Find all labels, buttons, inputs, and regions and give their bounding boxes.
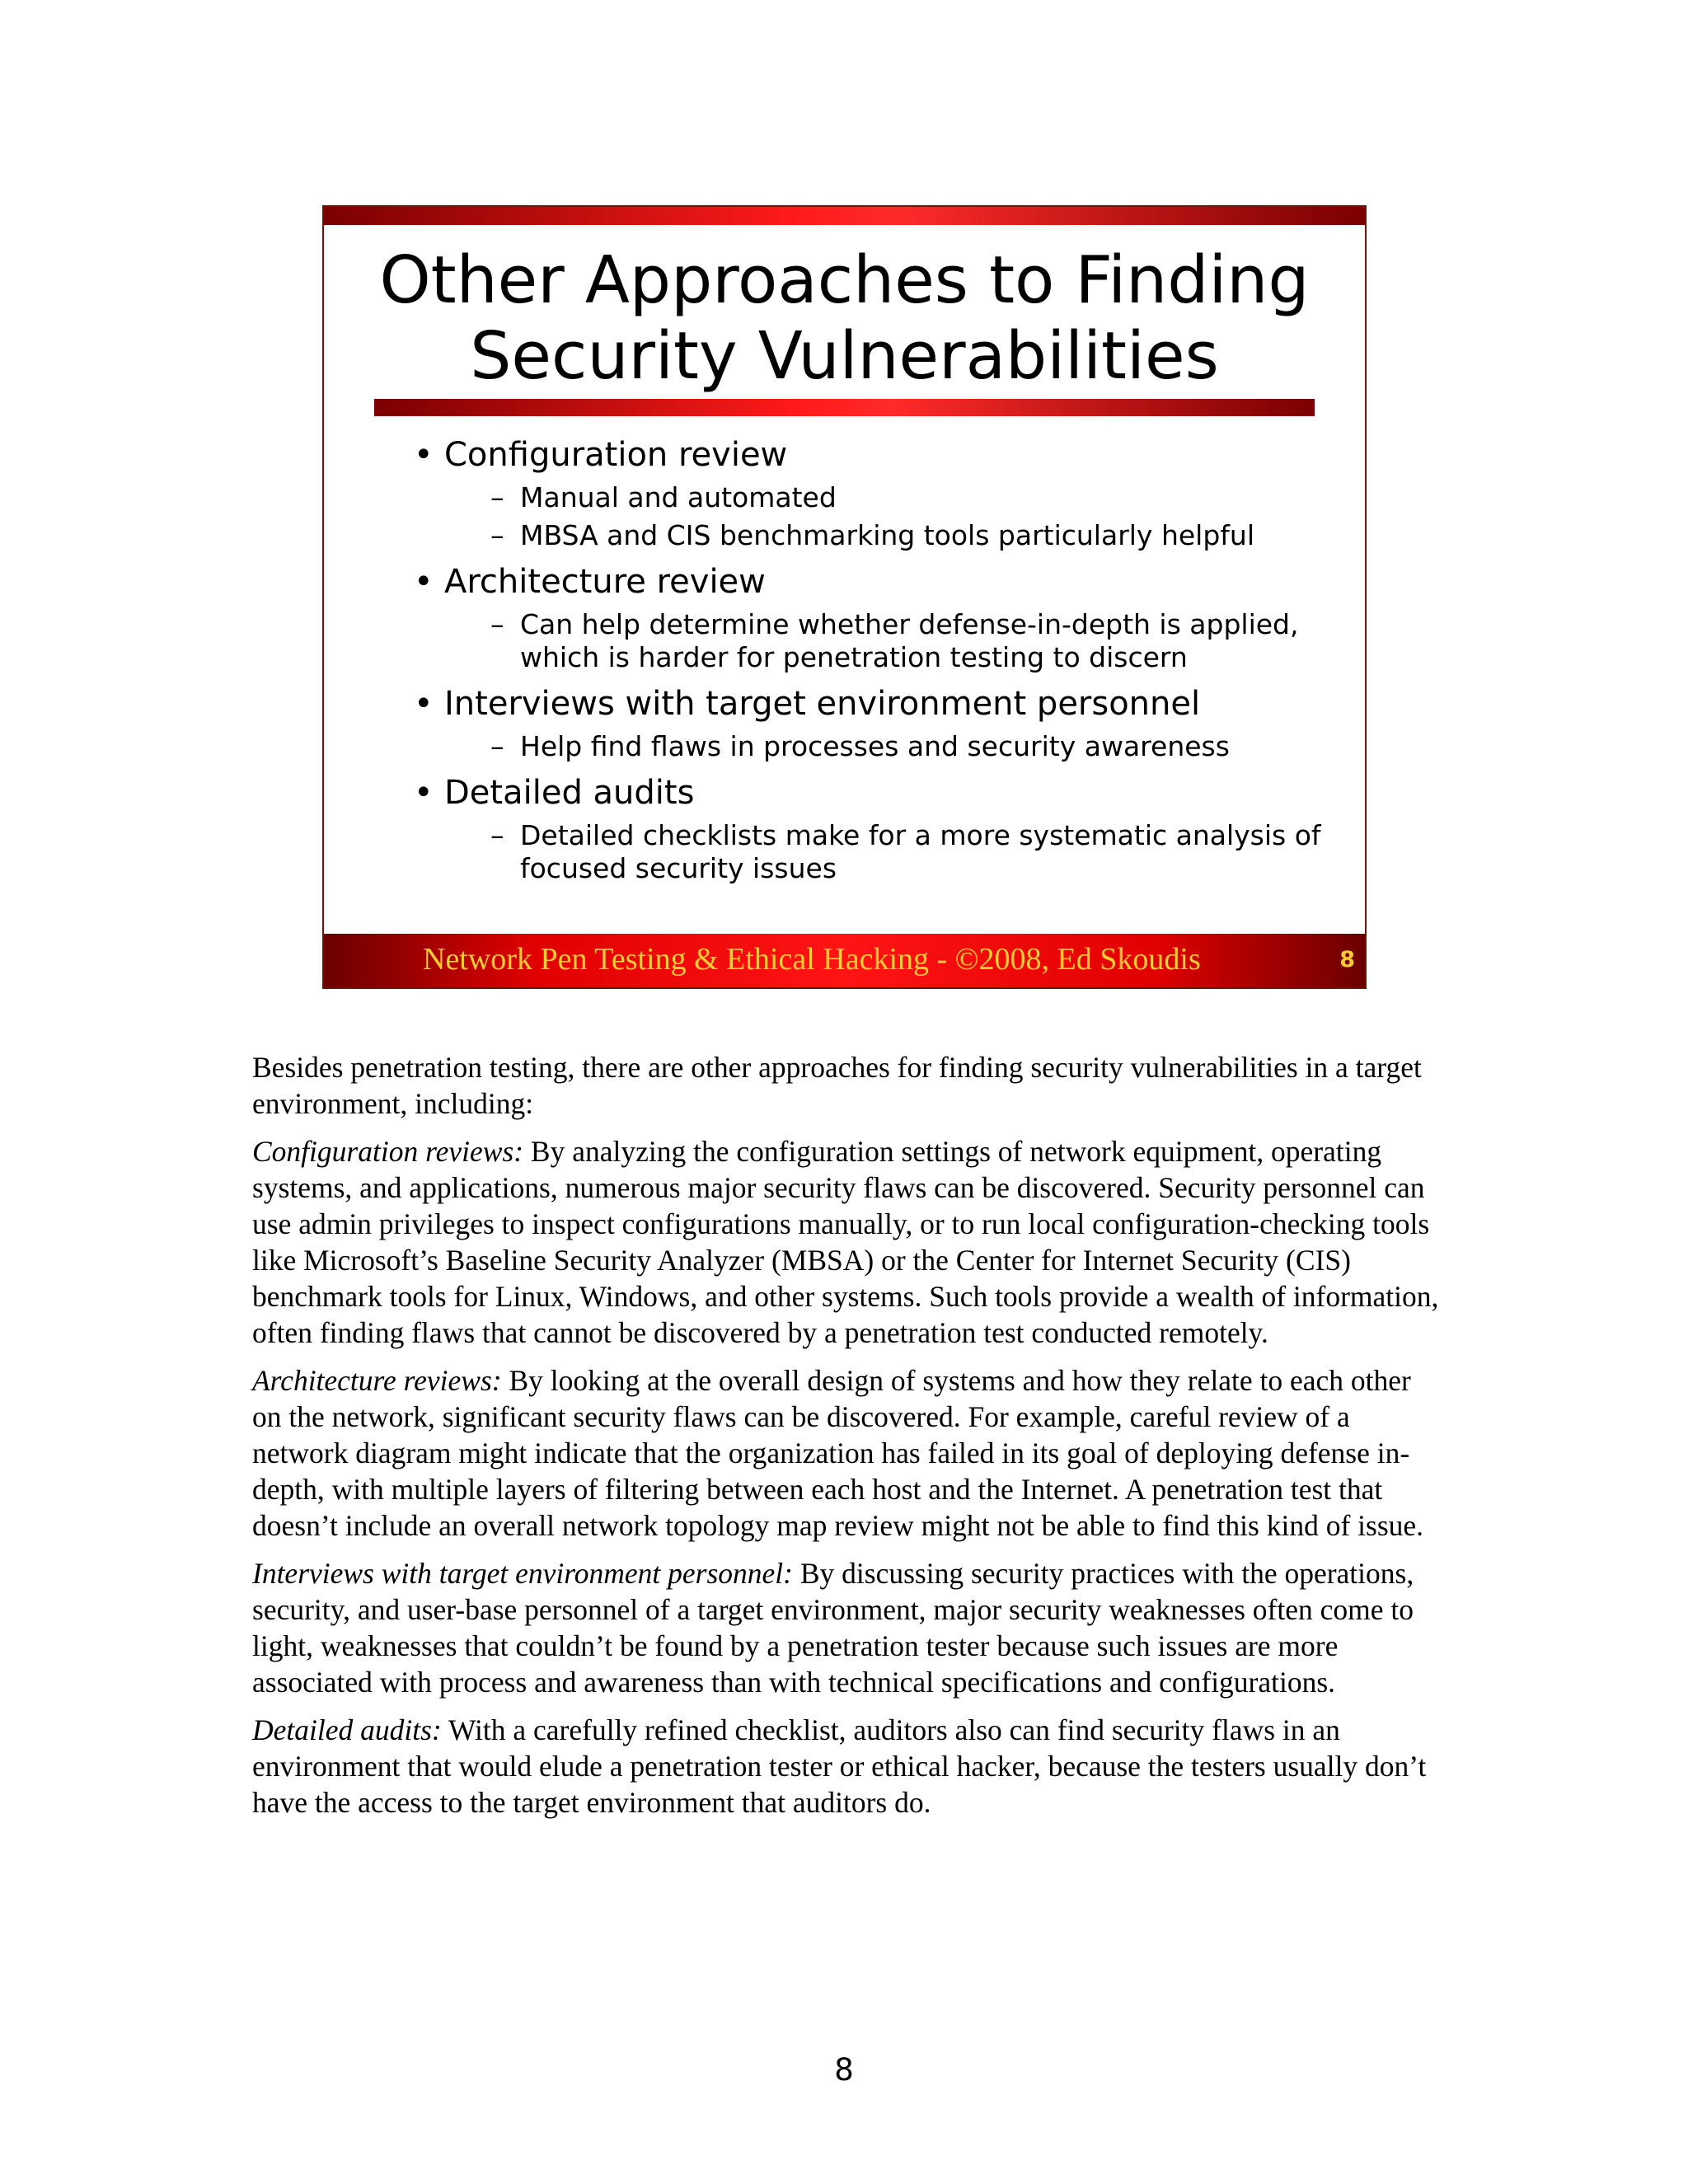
dash-icon: – xyxy=(490,519,504,551)
bullet-detailed-audits xyxy=(414,771,1329,885)
slide-top-bar xyxy=(324,207,1365,225)
paragraph-heading: Detailed audits: xyxy=(252,1713,442,1746)
paragraph-configuration-reviews: Configuration reviews: By analyzing the configuration settings of network equipment, operating systems, and applications, numerous major security flaws can be discovered. Security personnel can use admin privileges to inspect configurations manually, or to run local configuration-checking tools like Microsoft’s Baseline Security Analyzer (MBSA) or the Center for Internet Security (CIS) benchmark tools for Linux, Windows, and other systems. Such tools provide a wealth of information, often finding flaws that cannot be discovered by a penetration test conducted remotely. xyxy=(252,1135,1439,1349)
slide-title-line-1: Other Approaches to Finding xyxy=(379,242,1310,318)
paragraph-heading: Configuration reviews: xyxy=(252,1135,524,1168)
sub-bullet: – Help find flaws in processes and security awareness xyxy=(490,730,1230,762)
slide xyxy=(322,205,1367,989)
intro-paragraph: Besides penetration testing, there are other approaches for finding security vulnerabilities in a target environment, including: xyxy=(252,1051,1422,1120)
dash-icon: – xyxy=(490,481,504,513)
paragraph-interviews: Interviews with target environment personnel: By discussing security practices with the operations, security, and user-base personnel of a target environment, major security weaknesses often come to light, weaknesses that couldn’t be found by a penetration tester because such issues are more associated with process and awareness than with technical specifications and configurations. xyxy=(252,1557,1414,1699)
bullet-dot-icon: • xyxy=(414,685,434,723)
bullet-dot-icon: • xyxy=(414,774,434,812)
bullet-architecture-review xyxy=(414,560,1329,674)
dash-icon: – xyxy=(490,608,504,640)
bullet-dot-icon: • xyxy=(414,563,434,601)
slide-bullet-list xyxy=(414,434,1329,885)
sub-bullet: – Detailed checklists make for a more systematic analysis of focused security issues xyxy=(490,819,1321,884)
bullet-configuration-review xyxy=(414,434,1329,552)
bullet-label: Architecture review xyxy=(444,563,766,601)
paragraph-heading: Interviews with target environment personnel: xyxy=(252,1557,793,1590)
paragraph-architecture-reviews: Architecture reviews: By looking at the overall design of systems and how they relate to each other on the network, significant security flaws can be discovered. For example, careful review of a network diagram might indicate that the organization has failed in its goal of deploying defense in-depth, with multiple layers of filtering between each host and the Internet. A penetration test that doesn’t include an overall network topology map review might not be able to find this kind of issue. xyxy=(252,1364,1424,1542)
bullet-label: Interviews with target environment personnel xyxy=(444,685,1201,723)
dash-icon: – xyxy=(490,730,504,762)
slide-title-line-2: Security Vulnerabilities xyxy=(470,318,1219,394)
slide-footer-bar xyxy=(324,934,1365,987)
slide-title xyxy=(324,242,1365,394)
slide-number: 8 xyxy=(1339,947,1355,972)
bullet-dot-icon: • xyxy=(414,436,434,474)
dash-icon: – xyxy=(490,819,504,851)
bullet-interviews xyxy=(414,682,1329,763)
sub-bullet: – Can help determine whether defense-in-depth is applied, which is harder for penetration testing to discern xyxy=(490,608,1299,673)
page-number: 8 xyxy=(834,2052,854,2088)
bullet-label: Detailed audits xyxy=(444,774,695,812)
page-body xyxy=(252,1049,1447,1832)
title-underline-bar xyxy=(374,399,1315,416)
bullet-label: Configuration review xyxy=(444,436,788,474)
slide-footer-text: Network Pen Testing & Ethical Hacking - ©2008, Ed Skoudis xyxy=(423,942,1201,977)
paragraph-detailed-audits: Detailed audits: With a carefully refined checklist, auditors also can find security flaws in an environment that would elude a penetration tester or ethical hacker, because the testers usually don’t have the access to the target environment that auditors do. xyxy=(252,1713,1427,1819)
paragraph-heading: Architecture reviews: xyxy=(252,1364,502,1397)
sub-bullet: – MBSA and CIS benchmarking tools particularly helpful xyxy=(490,519,1254,551)
sub-bullet: – Manual and automated xyxy=(490,481,837,513)
